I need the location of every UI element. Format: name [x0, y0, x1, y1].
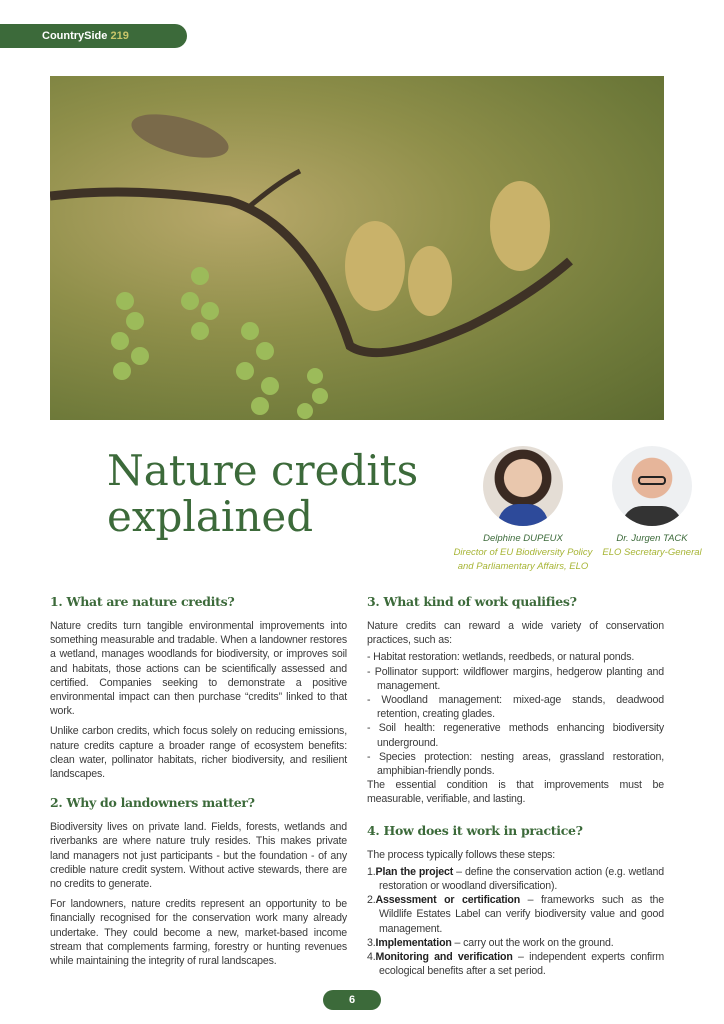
list-item: - Habitat restoration: wetlands, reedbeds, or natural ponds.	[367, 651, 635, 664]
paragraph: Nature credits turn tangible environmental improvements into something measurable and tradable. When a landowner restores a wetland, manages woodlands for biodiversity, or improves soil and habitats, those actions can be scientifically assessed and certified. Companies seeking to demonstrate a positive environmental impact can then purchase “credits” linked to that work.	[50, 620, 347, 718]
author-role: ELO Secretary-General	[602, 547, 702, 558]
avatar	[483, 446, 563, 526]
magazine-header	[0, 24, 187, 48]
step-item: 4.Monitoring and verification – independent experts confirm ecological benefits after a set period.	[367, 951, 664, 978]
article-title	[107, 448, 418, 540]
step-item: 2.Assessment or certification – frameworks such as the Wildlife Estates Label can verify biodiversity value and good management.	[367, 894, 664, 935]
section-why-landowners-matter	[50, 795, 347, 968]
birds-photo	[50, 76, 664, 420]
paragraph: The process typically follows these steps:	[367, 848, 556, 861]
paragraph: For landowners, nature credits represent an opportunity to be financially recognised for the conservation work many already undertake. They could become a new, market-based income stream that complements farming, forestry or hunting revenues while maintaining the integrity of rural landscapes.	[50, 898, 347, 968]
section-how-it-works	[367, 823, 664, 979]
author-name: Delphine DUPEUX	[483, 533, 563, 544]
issue-number: 219	[110, 30, 129, 42]
page-number: 6	[323, 990, 381, 1010]
step-item: 3.Implementation – carry out the work on the ground.	[367, 936, 614, 949]
section-heading: 1. What are nature credits?	[50, 594, 235, 609]
list-item: - Species protection: nesting areas, grassland restoration, amphibian-friendly ponds.	[367, 750, 664, 778]
paragraph: The essential condition is that improvements must be measurable, verifiable, and lasting.	[367, 779, 664, 806]
list-item: - Woodland management: mixed-age stands, deadwood retention, creating glades.	[367, 694, 664, 721]
author-tack	[600, 446, 704, 560]
left-column	[50, 594, 347, 974]
author-dupeux	[448, 446, 598, 574]
paragraph: Unlike carbon credits, which focus solely on reducing emissions, nature credits capture a broader range of ecosystem benefits: clean water, pollinator habitats, richer biodiversity, and resilient landscapes.	[50, 725, 347, 781]
author-role: Director of EU Biodiversity Policy	[453, 547, 593, 558]
section-what-work-qualifies	[367, 594, 664, 807]
paragraph: Biodiversity lives on private land. Fields, forests, wetlands and riverbanks are where nature truly resides. This makes private land managers not just participants - but the foundation - of any credible nature credit system. Without active stewards, there are no credits to generate.	[50, 821, 347, 891]
author-name: Dr. Jurgen TACK	[616, 533, 688, 544]
avatar	[612, 446, 692, 526]
right-column	[367, 594, 664, 978]
section-heading: 3. What kind of work qualifies?	[367, 594, 577, 609]
title-line: explained	[107, 492, 314, 541]
list-item: - Pollinator support: wildflower margins, hedgerow planting and management.	[367, 665, 664, 692]
section-heading: 2. Why do landowners matter?	[50, 795, 255, 811]
section-what-are-nature-credits	[50, 594, 347, 781]
author-role: and Parliamentary Affairs, ELO	[457, 561, 589, 572]
step-item: 1.Plan the project – define the conservation action (e.g. wetland restoration or woodland diversification).	[367, 865, 664, 893]
paragraph: Nature credits can reward a wide variety of conservation practices, such as:	[367, 620, 664, 647]
list-item: - Soil health: regenerative methods enhancing biodiversity underground.	[367, 722, 664, 749]
section-heading: 4. How does it work in practice?	[367, 822, 583, 838]
magazine-name: CountrySide	[42, 30, 108, 42]
title-line: Nature credits	[107, 446, 419, 495]
